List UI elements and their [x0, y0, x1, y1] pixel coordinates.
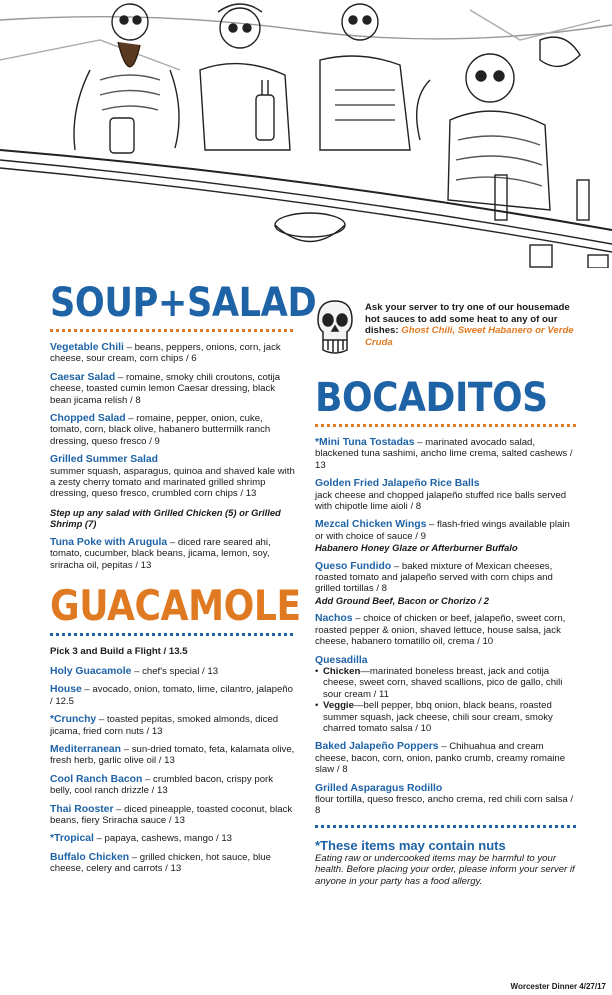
salad-addon-note: Step up any salad with Grilled Chicken (5) or Grilled Shrimp (7): [50, 506, 281, 530]
item-name: Mediterranean: [50, 743, 122, 755]
guacamole-title: GUACAMOLE: [50, 580, 301, 630]
quesadilla-option: [315, 666, 577, 700]
menu-item: [50, 804, 295, 827]
item-name: Vegetable Chili: [50, 342, 124, 353]
item-desc: – romaine, smoky chili croutons, cotija cheese, toasted cumin lemon Caesar dressing, black bean jicama relish / 8: [50, 371, 281, 406]
item-name: *Crunchy: [50, 714, 97, 726]
menu-item: [315, 561, 577, 607]
menu-item: [315, 783, 577, 817]
item-desc: – choice of chicken or beef, jalapeño, sweet corn, roasted pepper & onion, shaved lettuce, house salsa, jack cheese, habanero tomatillo oil, crema / 10: [315, 613, 566, 648]
item-name: *Tropical: [50, 833, 94, 845]
item-name: Queso Fundido: [315, 560, 392, 572]
item-name: *Mini Tuna Tostadas: [315, 437, 415, 448]
menu-item: [315, 478, 577, 512]
item-name: Chopped Salad: [50, 413, 126, 425]
item-desc: – grilled chicken, hot sauce, blue cheese, celery and carrots / 13: [50, 851, 271, 875]
bocaditos-divider: [315, 424, 577, 427]
menu-item: [315, 741, 577, 775]
menu-item: [50, 666, 295, 677]
item-name: Mezcal Chicken Wings: [315, 519, 427, 531]
menu-item: [50, 833, 295, 844]
menu-item: [315, 613, 577, 647]
item-name: Baked Jalapeño Poppers: [315, 741, 439, 753]
soup-salad-divider: [50, 329, 295, 332]
item-name: House: [50, 684, 82, 696]
quesadilla-option: [315, 700, 577, 734]
menu-item: [50, 537, 295, 571]
item-name: Holy Guacamole: [50, 665, 132, 677]
item-desc: – romaine, pepper, onion, cuke, tomato, corn, black olive, habanero buttermilk ranch dressing, queso fresco / 9: [50, 413, 271, 447]
item-desc: – chef's special / 13: [131, 665, 219, 677]
item-name: Tuna Poke with Arugula: [50, 536, 168, 548]
item-name: Grilled Asparagus Rodillo: [315, 782, 443, 794]
quesadilla-item: [315, 655, 577, 735]
menu-item: [50, 684, 295, 707]
item-name: Nachos: [315, 613, 353, 625]
option-name: Chicken: [323, 665, 361, 677]
item-desc: – Chihuahua and cream cheese, bacon, corn, onion, panko crumb, creamy romaine slaw / 8: [315, 741, 566, 776]
menu-item: [50, 714, 295, 737]
item-desc: flour tortilla, queso fresco, ancho crema, red chili corn salsa / 8: [315, 793, 574, 817]
item-name: Golden Fried Jalapeño Rice Balls: [315, 478, 480, 490]
option-desc: —bell pepper, bbq onion, black beans, roasted summer squash, jack cheese, chili sour cream, smoky charred tomato salsa / 10: [323, 700, 553, 734]
nuts-warning-title: *These items may contain nuts: [315, 837, 506, 853]
item-name: Buffalo Chicken: [50, 851, 130, 863]
menu-item: [315, 519, 577, 553]
item-desc: – sun-dried tomato, feta, kalamata olive, fresh herb, garlic olive oil / 13: [50, 743, 295, 767]
bocaditos-title: BOCADITOS: [315, 375, 548, 421]
item-desc: – avocado, onion, tomato, lime, cilantro, jalapeño / 12.5: [50, 684, 293, 707]
menu-item: [50, 413, 295, 447]
soup-salad-title: SOUP+SALAD: [50, 280, 317, 326]
guacamole-divider: [50, 633, 295, 636]
menu-item: [50, 372, 295, 406]
guacamole-flight: Pick 3 and Build a Flight / 13.5: [50, 645, 188, 657]
menu-item: [50, 342, 295, 365]
skeleton-bar-illustration: [0, 0, 612, 268]
right-column: [315, 375, 577, 887]
item-desc: – diced pineapple, toasted coconut, black beans, fiery Sriracha sauce / 13: [50, 803, 293, 826]
item-note: Add Ground Beef, Bacon or Chorizo / 2: [315, 594, 489, 606]
item-desc: – flash-fried wings available plain or with choice of sauce / 9: [315, 519, 570, 542]
item-desc: – marinated avocado salad, blackened tuna sashimi, ancho lime crema, salted cashews / 13: [315, 437, 573, 471]
item-desc: – beans, peppers, onions, corn, jack cheese, sour cream, corn chips / 6: [50, 342, 281, 365]
item-desc: – papaya, cashews, mango / 13: [93, 833, 233, 845]
item-name: Caesar Salad: [50, 371, 116, 383]
hot-sauce-note: [365, 302, 585, 348]
menu-item: [315, 437, 577, 471]
allergy-divider: [315, 825, 577, 828]
item-desc: – diced rare seared ahi, tomato, cucumber, black beans, jicama, lemon, soy, sriracha oil, pepitas / 13: [50, 536, 271, 571]
item-name: Cool Ranch Bacon: [50, 773, 143, 785]
item-name: Quesadilla: [315, 654, 368, 666]
menu-item: [50, 852, 295, 875]
item-note: Habanero Honey Glaze or Afterburner Buffalo: [315, 542, 518, 554]
option-name: Veggie: [323, 700, 354, 712]
allergy-warning: Eating raw or undercooked items may be harmful to your health. Before placing your order, please inform your server if anyone in your party has a food allergy.: [315, 852, 575, 887]
hot-sauce-list: Ghost Chili, Sweet Habanero or Verde Cruda: [365, 325, 574, 348]
item-name: Grilled Summer Salad: [50, 454, 158, 466]
item-desc: jack cheese and chopped jalapeño stuffed rice balls served with chipotle lime aioli / 8: [315, 489, 567, 513]
menu-item: [50, 774, 295, 797]
menu-item: [50, 744, 295, 767]
menu-footer: Worcester Dinner 4/27/17: [510, 982, 606, 991]
left-column: [50, 280, 317, 882]
hot-sauce-text: Ask your server to try one of our housemade hot sauces to add some heat to any of our dishes:: [365, 302, 570, 336]
item-desc: summer squash, asparagus, quinoa and shaved kale with a zesty cherry tomato and marinated grilled shrimp dressing, queso fresco, crumbled corn chips / 13: [50, 465, 295, 500]
option-desc: —marinated boneless breast, jack and cotija cheese, sweet corn, shaved scallions, pico de gallo, chili sour cream / 11: [323, 665, 563, 700]
item-desc: – crumbled bacon, crispy pork belly, cool ranch drizzle / 13: [50, 773, 274, 797]
item-desc: – baked mixture of Mexican cheeses, roasted tomato and jalapeño served with corn chips and grilled tortillas / 8: [315, 560, 553, 595]
item-name: Thai Rooster: [50, 803, 114, 815]
skull-icon: [310, 298, 360, 356]
item-desc: – toasted pepitas, smoked almonds, diced jicama, fried corn nuts / 13: [50, 714, 279, 737]
menu-item: [50, 454, 295, 500]
